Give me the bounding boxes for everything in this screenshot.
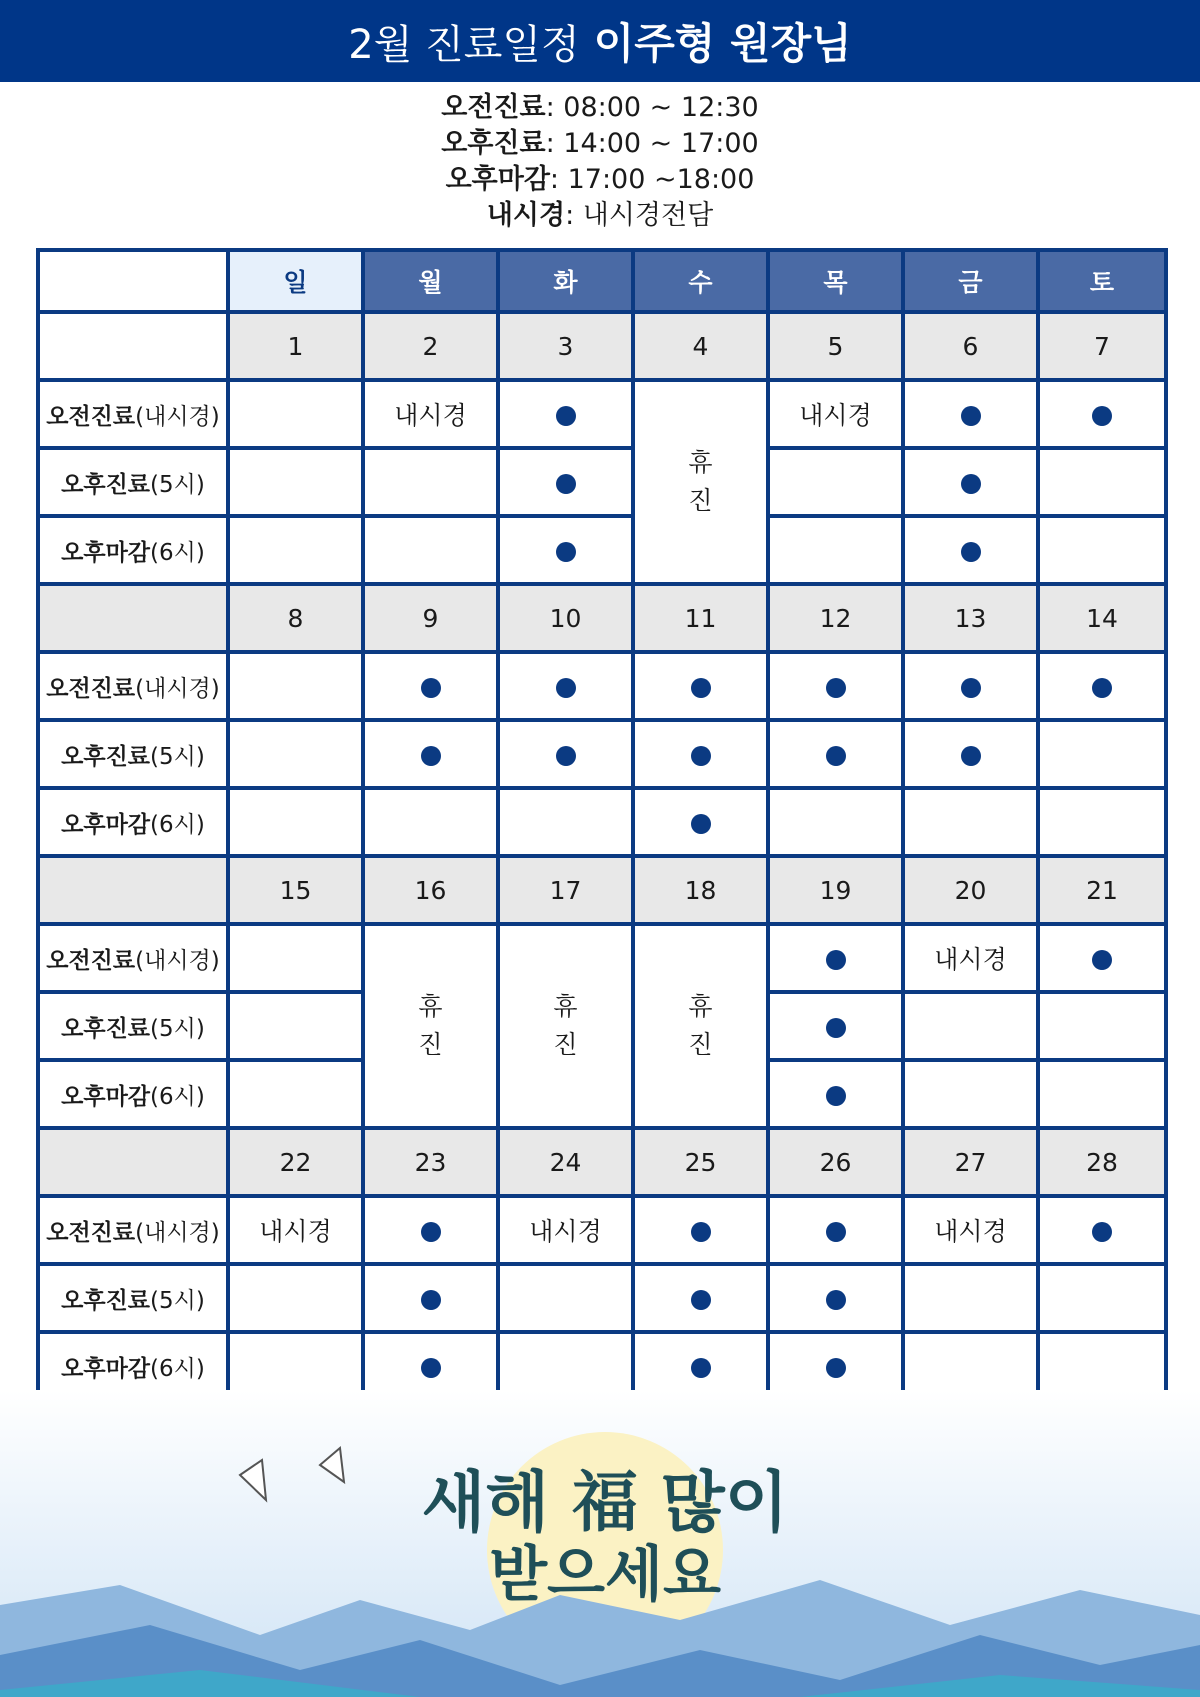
- row-label-afternoon: 오후진료(5시): [38, 992, 228, 1060]
- row-label-morning: 오전진료(내시경): [38, 652, 228, 720]
- schedule-cell: [1038, 1060, 1166, 1128]
- schedule-cell: [633, 1264, 768, 1332]
- schedule-cell: [1038, 720, 1166, 788]
- row-label-closing: 오후마감(6시): [38, 1332, 228, 1400]
- open-dot-icon: [556, 678, 576, 698]
- schedule-cell: [1038, 652, 1166, 720]
- schedule-cell: [228, 992, 363, 1060]
- schedule-cell: [903, 448, 1038, 516]
- schedule-cell: [363, 448, 498, 516]
- open-dot-icon: [826, 746, 846, 766]
- schedule-cell: [228, 516, 363, 584]
- schedule-cell: [903, 1060, 1038, 1128]
- schedule-cell: [903, 788, 1038, 856]
- open-dot-icon: [691, 678, 711, 698]
- corner-cell: [38, 250, 228, 312]
- date-cell: 9: [363, 584, 498, 652]
- open-dot-icon: [826, 950, 846, 970]
- clinic-hours: [0, 90, 1200, 234]
- schedule-cell: [633, 1196, 768, 1264]
- schedule-cell: [768, 652, 903, 720]
- date-cell: 24: [498, 1128, 633, 1196]
- open-dot-icon: [421, 1358, 441, 1378]
- schedule-cell: [228, 788, 363, 856]
- endoscopy-cell: 내시경: [363, 380, 498, 448]
- schedule-cell: [498, 448, 633, 516]
- weekday-wed: 수: [633, 250, 768, 312]
- endoscopy-cell: 내시경: [498, 1196, 633, 1264]
- open-dot-icon: [1092, 1222, 1112, 1242]
- schedule-cell: [363, 652, 498, 720]
- date-label-cell: [38, 1128, 228, 1196]
- open-dot-icon: [826, 1222, 846, 1242]
- schedule-cell: [633, 720, 768, 788]
- schedule-cell: [498, 720, 633, 788]
- schedule-cell: [768, 516, 903, 584]
- date-cell: 11: [633, 584, 768, 652]
- schedule-row-afternoon: [38, 720, 1166, 788]
- schedule-cell: [903, 380, 1038, 448]
- hours-row-endoscopy: 내시경: 내시경전담: [486, 200, 714, 231]
- date-cell: 7: [1038, 312, 1166, 380]
- schedule-row-closing: [38, 788, 1166, 856]
- open-dot-icon: [961, 746, 981, 766]
- schedule-cell: [498, 380, 633, 448]
- schedule-cell: [768, 448, 903, 516]
- schedule-row-morning: [38, 924, 1166, 992]
- schedule-cell: [498, 516, 633, 584]
- doctor-name: 이주형 원장님: [593, 19, 852, 68]
- date-cell: 5: [768, 312, 903, 380]
- open-dot-icon: [421, 678, 441, 698]
- schedule-cell: [1038, 924, 1166, 992]
- date-cell: 16: [363, 856, 498, 924]
- date-cell: 17: [498, 856, 633, 924]
- date-row-week4: [38, 1128, 1166, 1196]
- schedule-calendar: [36, 248, 1168, 1402]
- row-label-morning: 오전진료(내시경): [38, 1196, 228, 1264]
- date-cell: 3: [498, 312, 633, 380]
- date-cell: 15: [228, 856, 363, 924]
- schedule-cell: [498, 652, 633, 720]
- open-dot-icon: [556, 474, 576, 494]
- date-row-week3: [38, 856, 1166, 924]
- date-cell: 14: [1038, 584, 1166, 652]
- schedule-cell: [1038, 1196, 1166, 1264]
- schedule-row-closing: [38, 516, 1166, 584]
- schedule-cell: [228, 1060, 363, 1128]
- open-dot-icon: [556, 746, 576, 766]
- open-dot-icon: [826, 1358, 846, 1378]
- schedule-row-afternoon: [38, 448, 1166, 516]
- schedule-cell: [1038, 788, 1166, 856]
- date-cell: 6: [903, 312, 1038, 380]
- weekday-sat: 토: [1038, 250, 1166, 312]
- open-dot-icon: [826, 1290, 846, 1310]
- open-dot-icon: [826, 1018, 846, 1038]
- schedule-cell: [363, 1196, 498, 1264]
- row-label-afternoon: 오후진료(5시): [38, 720, 228, 788]
- schedule-cell: [768, 720, 903, 788]
- open-dot-icon: [691, 1358, 711, 1378]
- schedule-cell: [1038, 1264, 1166, 1332]
- date-cell: 4: [633, 312, 768, 380]
- row-label-closing: 오후마감(6시): [38, 516, 228, 584]
- closed-cell: 휴 진: [633, 380, 768, 584]
- schedule-row-afternoon: [38, 1264, 1166, 1332]
- closed-cell: 휴 진: [498, 924, 633, 1128]
- schedule-cell: [228, 924, 363, 992]
- schedule-cell: [228, 720, 363, 788]
- date-cell: 10: [498, 584, 633, 652]
- date-cell: 18: [633, 856, 768, 924]
- date-cell: 19: [768, 856, 903, 924]
- date-cell: 12: [768, 584, 903, 652]
- schedule-cell: [228, 652, 363, 720]
- schedule-cell: [768, 788, 903, 856]
- open-dot-icon: [556, 406, 576, 426]
- schedule-row-morning: [38, 380, 1166, 448]
- endoscopy-cell: 내시경: [903, 1196, 1038, 1264]
- schedule-cell: [1038, 992, 1166, 1060]
- schedule-cell: [903, 720, 1038, 788]
- date-cell: 1: [228, 312, 363, 380]
- closed-cell: 휴 진: [363, 924, 498, 1128]
- schedule-row-morning: [38, 652, 1166, 720]
- date-cell: 27: [903, 1128, 1038, 1196]
- open-dot-icon: [826, 1086, 846, 1106]
- weekday-tue: 화: [498, 250, 633, 312]
- endoscopy-cell: 내시경: [903, 924, 1038, 992]
- row-label-afternoon: 오후진료(5시): [38, 1264, 228, 1332]
- date-cell: 22: [228, 1128, 363, 1196]
- new-year-illustration: [0, 1390, 1200, 1697]
- closed-cell: 휴 진: [633, 924, 768, 1128]
- open-dot-icon: [961, 406, 981, 426]
- date-cell: 21: [1038, 856, 1166, 924]
- open-dot-icon: [556, 542, 576, 562]
- greeting-line2: 받으세요: [489, 1540, 721, 1610]
- date-row-week1: [38, 312, 1166, 380]
- schedule-cell: [903, 516, 1038, 584]
- open-dot-icon: [1092, 678, 1112, 698]
- row-label-morning: 오전진료(내시경): [38, 924, 228, 992]
- schedule-cell: [363, 516, 498, 584]
- schedule-cell: [363, 720, 498, 788]
- date-label-cell: [38, 312, 228, 380]
- endoscopy-cell: 내시경: [768, 380, 903, 448]
- open-dot-icon: [961, 678, 981, 698]
- open-dot-icon: [961, 474, 981, 494]
- weekday-mon: 월: [363, 250, 498, 312]
- date-cell: 20: [903, 856, 1038, 924]
- schedule-cell: [768, 992, 903, 1060]
- open-dot-icon: [691, 1290, 711, 1310]
- hours-row-closing: 오후마감: 17:00 ~18:00: [445, 164, 755, 195]
- open-dot-icon: [1092, 406, 1112, 426]
- row-label-closing: 오후마감(6시): [38, 1060, 228, 1128]
- schedule-cell: [228, 380, 363, 448]
- schedule-cell: [363, 788, 498, 856]
- schedule-cell: [633, 652, 768, 720]
- date-label-cell: [38, 856, 228, 924]
- schedule-cell: [363, 1264, 498, 1332]
- open-dot-icon: [691, 1222, 711, 1242]
- open-dot-icon: [691, 814, 711, 834]
- schedule-cell: [903, 992, 1038, 1060]
- date-cell: 28: [1038, 1128, 1166, 1196]
- schedule-cell: [768, 924, 903, 992]
- schedule-cell: [903, 1264, 1038, 1332]
- row-label-closing: 오후마감(6시): [38, 788, 228, 856]
- schedule-cell: [768, 1264, 903, 1332]
- schedule-cell: [228, 1264, 363, 1332]
- open-dot-icon: [421, 746, 441, 766]
- open-dot-icon: [961, 542, 981, 562]
- date-cell: 13: [903, 584, 1038, 652]
- row-label-morning: 오전진료(내시경): [38, 380, 228, 448]
- weekday-thu: 목: [768, 250, 903, 312]
- date-cell: 8: [228, 584, 363, 652]
- open-dot-icon: [1092, 950, 1112, 970]
- endoscopy-cell: 내시경: [228, 1196, 363, 1264]
- date-row-week2: [38, 584, 1166, 652]
- schedule-cell: [228, 448, 363, 516]
- schedule-cell: [1038, 380, 1166, 448]
- open-dot-icon: [691, 746, 711, 766]
- schedule-cell: [633, 788, 768, 856]
- schedule-row-morning: [38, 1196, 1166, 1264]
- date-cell: 25: [633, 1128, 768, 1196]
- schedule-cell: [498, 1264, 633, 1332]
- schedule-cell: [768, 1196, 903, 1264]
- open-dot-icon: [826, 678, 846, 698]
- greeting-line1: 새해 福 많이: [421, 1464, 789, 1541]
- schedule-cell: [1038, 448, 1166, 516]
- date-cell: 26: [768, 1128, 903, 1196]
- weekday-header-row: [38, 250, 1166, 312]
- schedule-cell: [903, 652, 1038, 720]
- open-dot-icon: [421, 1290, 441, 1310]
- hours-row-afternoon: 오후진료: 14:00 ~ 17:00: [441, 128, 759, 159]
- date-cell: 23: [363, 1128, 498, 1196]
- schedule-cell: [768, 1060, 903, 1128]
- schedule-cell: [498, 788, 633, 856]
- weekday-sun: 일: [228, 250, 363, 312]
- hours-row-morning: 오전진료: 08:00 ~ 12:30: [441, 92, 759, 123]
- schedule-cell: [1038, 516, 1166, 584]
- date-label-cell: [38, 584, 228, 652]
- month-title: 2월 진료일정: [348, 21, 580, 68]
- weekday-fri: 금: [903, 250, 1038, 312]
- page-header: [0, 0, 1200, 82]
- row-label-afternoon: 오후진료(5시): [38, 448, 228, 516]
- open-dot-icon: [421, 1222, 441, 1242]
- date-cell: 2: [363, 312, 498, 380]
